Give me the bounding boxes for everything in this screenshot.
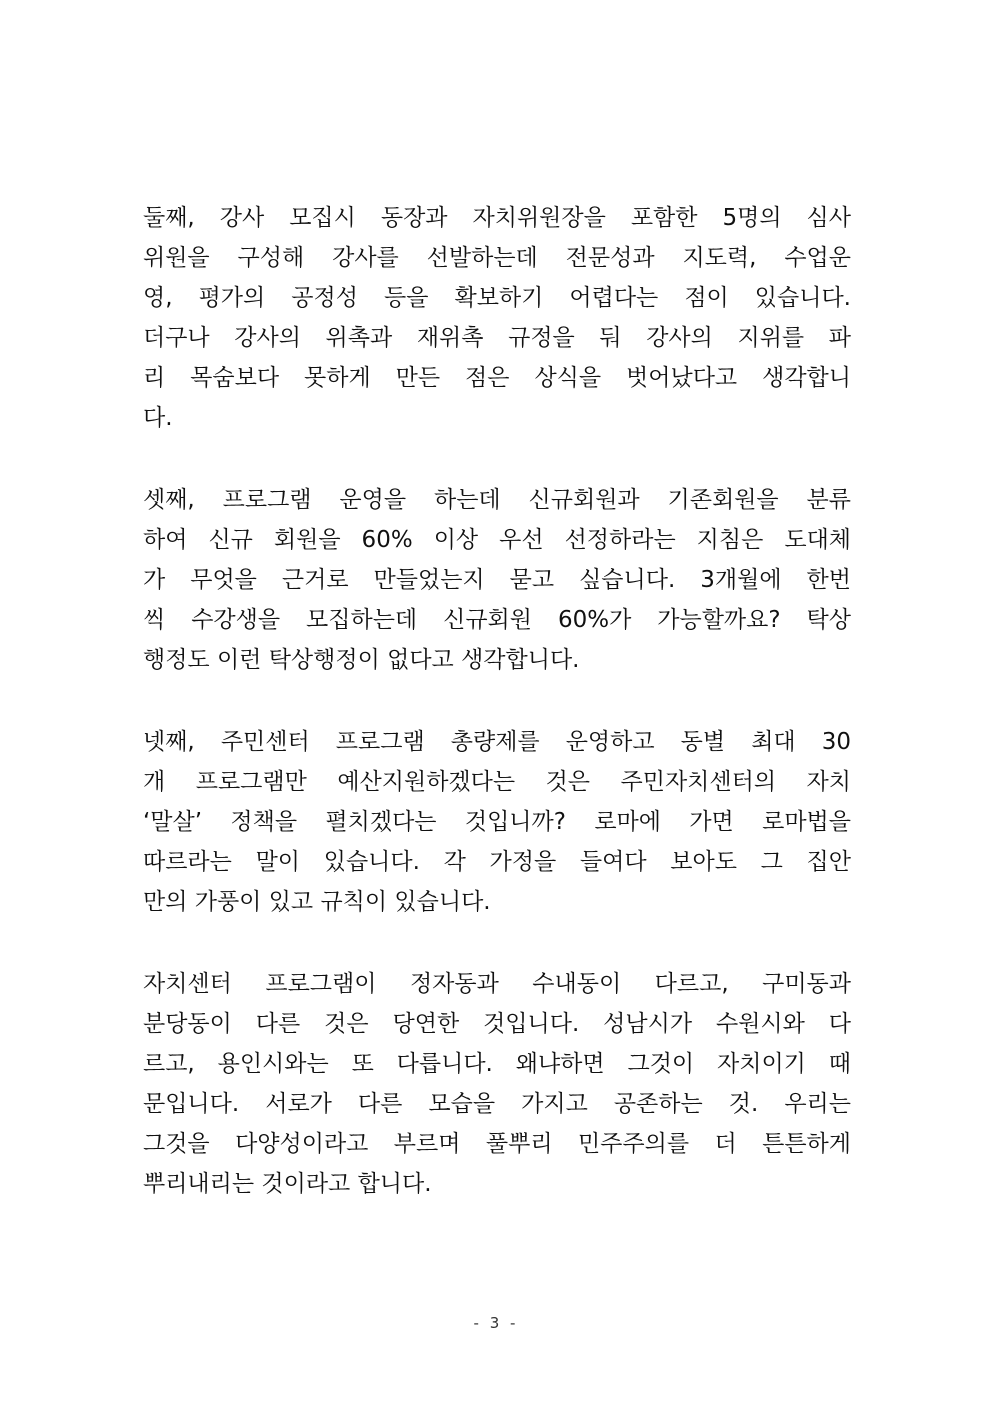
text-line: 더구나 강사의 위촉과 재위촉 규정을 둬 강사의 지위를 파 xyxy=(143,325,851,351)
text-line: 행정도 이런 탁상행정이 없다고 생각합니다. xyxy=(143,647,580,673)
text-line: 씩 수강생을 모집하는데 신규회원 60%가 가능할까요? 탁상 xyxy=(143,607,851,633)
text-line: 다. xyxy=(143,405,173,431)
text-line: 하여 신규 회원을 60% 이상 우선 선정하라는 지침은 도대체 xyxy=(143,527,851,553)
paragraph-conclusion xyxy=(143,964,851,1204)
paragraph-gap xyxy=(143,922,851,964)
text-line: 영, 평가의 공정성 등을 확보하기 어렵다는 점이 있습니다. xyxy=(143,285,851,311)
page-number: - 3 - xyxy=(473,1314,519,1332)
paragraph-gap xyxy=(143,438,851,480)
text-line: 그것을 다양성이라고 부르며 풀뿌리 민주주의를 더 튼튼하게 xyxy=(143,1131,851,1157)
text-line: 르고, 용인시와는 또 다릅니다. 왜냐하면 그것이 자치이기 때 xyxy=(143,1051,851,1077)
text-line: 뿌리내리는 것이라고 합니다. xyxy=(143,1171,432,1197)
text-line: 문입니다. 서로가 다른 모습을 가지고 공존하는 것. 우리는 xyxy=(143,1091,851,1117)
paragraph-gap xyxy=(143,680,851,722)
text-line: 만의 가풍이 있고 규칙이 있습니다. xyxy=(143,889,491,915)
text-line: 자치센터 프로그램이 정자동과 수내동이 다르고, 구미동과 xyxy=(143,971,851,997)
text-line: 둘째, 강사 모집시 동장과 자치위원장을 포함한 5명의 심사 xyxy=(143,205,851,231)
text-line: 따르라는 말이 있습니다. 각 가정을 들여다 보아도 그 집안 xyxy=(143,849,851,875)
body-text xyxy=(143,198,851,1204)
text-line: 넷째, 주민센터 프로그램 총량제를 운영하고 동별 최대 30 xyxy=(143,729,851,755)
paragraph-second-point xyxy=(143,198,851,438)
paragraph-fourth-point xyxy=(143,722,851,922)
text-line: 리 목숨보다 못하게 만든 점은 상식을 벗어났다고 생각합니 xyxy=(143,365,851,391)
text-line: ‘말살’ 정책을 펼치겠다는 것입니까? 로마에 가면 로마법을 xyxy=(143,809,851,835)
text-line: 위원을 구성해 강사를 선발하는데 전문성과 지도력, 수업운 xyxy=(143,245,851,271)
text-line: 분당동이 다른 것은 당연한 것입니다. 성남시가 수원시와 다 xyxy=(143,1011,851,1037)
paragraph-third-point xyxy=(143,480,851,680)
text-line: 개 프로그램만 예산지원하겠다는 것은 주민자치센터의 자치 xyxy=(143,769,851,795)
text-line: 셋째, 프로그램 운영을 하는데 신규회원과 기존회원을 분류 xyxy=(143,487,851,513)
text-line: 가 무엇을 근거로 만들었는지 묻고 싶습니다. 3개월에 한번 xyxy=(143,567,851,593)
